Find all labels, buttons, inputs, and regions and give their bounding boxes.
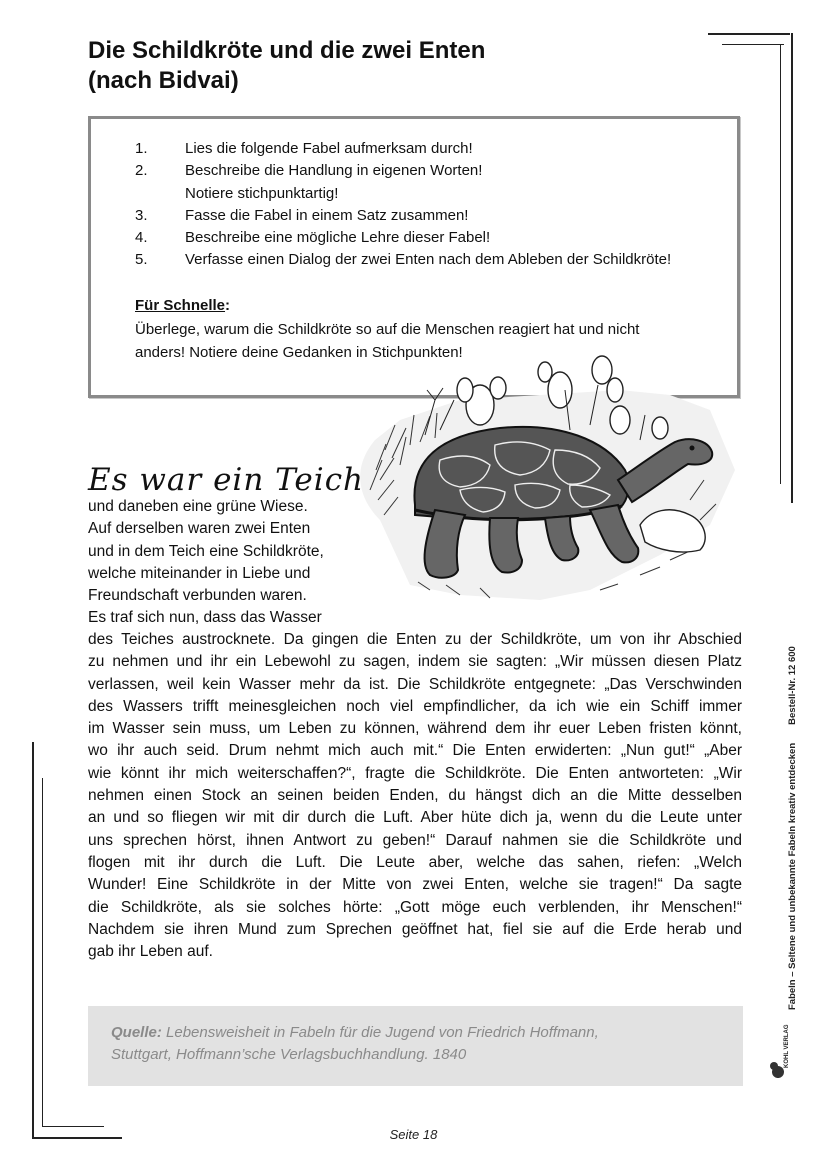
task-number: 3. [135,206,148,224]
task-item [135,227,735,249]
story-body [88,629,742,963]
story-line: Auf derselben waren zwei Enten [88,520,311,538]
task-text: Fasse die Fabel in einem Satz zusammen! [185,206,469,224]
story-line: wo ihr auch seid. Drum nehmt mich auch mit.“ Die Enten erwiderten: „Nun gut!“ „Aber [88,742,742,760]
frame-line-top-right-h1 [708,33,790,35]
story-line: Es traf sich nun, dass das Wasser [88,609,322,627]
story-line: und in dem Teich eine Schildkröte, [88,542,324,560]
order-number: Bestell-Nr. 12 600 [787,646,798,725]
story-line: des Wassers trifft meinesgleichen noch viel empfindlicher, da ich wie ein Schiff immer [88,697,742,715]
story-line: Wunder! Eine Schildkröte in der Mitte von zwei Enten, welche sie tragen!“ Da sagte [88,876,742,894]
page-number: Seite 18 [389,1127,438,1142]
task-number: 4. [135,229,148,247]
task-text: Beschreibe die Handlung in eigenen Worten! [185,162,483,180]
story-headline: Es war ein Teich [88,462,365,498]
source-line-1 [111,1022,731,1044]
series-sidebar [787,646,798,1010]
series-title: Fabeln – Seltene und unbekannte Fabeln kreativ entdecken [787,742,798,1010]
task-item [135,183,735,205]
bonus-task-heading [135,294,735,318]
task-item [135,205,735,227]
task-text: Lies die folgende Fabel aufmerksam durch! [185,140,473,157]
task-item [135,138,735,160]
task-number: 2. [135,162,148,180]
task-number: 5. [135,251,148,269]
story-line: zu nehmen und ihr ein Lebewohl zu sagen, indem sie sagten: „Wir müssen diesen Platz [88,653,742,671]
task-list [135,138,735,272]
source-text-1: Lebensweisheit in Fabeln für die Jugend von Friedrich Hoffmann, [166,1024,599,1041]
story-line: verlassen, weil kein Wasser mehr da ist. Die Schildkröte entgegnete: „Das Verschwinden [88,675,742,693]
bonus-task-line-1: Überlege, warum die Schildkröte so auf die Menschen reagiert hat und nicht [135,320,640,338]
story-line: Nachdem sie ihren Mund zum Sprechen geöffnet hat, fiel sie auf die Erde herab und [88,920,742,938]
story-line: flogen mit ihr durch die Luft. Die Leute aber, welche das sahen, riefen: „Welch [88,853,742,871]
story-line: und daneben eine grüne Wiese. [88,498,308,515]
story-line: nehmen einen Stock an seinen beiden Enden, du hängst dich an die Mitte desselben [88,787,742,805]
story-line: welche miteinander in Liebe und [88,564,311,582]
task-text: Beschreibe eine mögliche Lehre dieser Fabel! [185,229,491,247]
publisher-logo [770,1010,792,1080]
source-citation [111,1022,731,1066]
publisher-name: KOHL VERLAG [784,1024,790,1068]
task-text: Verfasse einen Dialog der zwei Enten nach dem Ableben der Schildkröte! [185,251,672,269]
frame-line-bottom-left-v2 [42,778,43,1126]
story-line: im Wasser sein muss, um Leben zu können, während dem ihr euer Leben fristen könnt, [88,720,742,738]
page-title-line-1: Die Schildkröte und die zwei Enten [88,37,486,64]
story-line: uns sprechen hörst, ihnen Antwort zu geben!“ Darauf nahmen sie die Schildkröte und [88,831,742,849]
task-item [135,249,735,271]
story-line: wie könnt ihr mich weiterschaffen?“, fragte die Schildkröte. Die Enten antworteten: „Wir [88,764,742,782]
tortoise-illustration [340,350,740,610]
page-title-line-2: (nach Bidvai) [88,67,239,94]
source-label: Quelle: [111,1024,162,1041]
story-line: die Schildkröte, als sie solches hörte: „Gott möge euch verblenden, ihr Menschen!“ [88,898,742,916]
frame-line-top-right-v1 [791,33,793,503]
story-line: Freundschaft verbunden waren. [88,587,307,605]
frame-line-top-right-h2 [722,44,784,45]
task-item [135,160,735,182]
bonus-task-colon: : [225,297,231,314]
story-intro [88,496,324,630]
story-line: gab ihr Leben auf. [88,943,213,961]
task-text: Notiere stichpunktartig! [185,184,339,202]
source-line-2: Stuttgart, Hoffmann’sche Verlagsbuchhandlung. 1840 [111,1046,467,1063]
frame-line-top-right-v2 [780,44,781,484]
page-title [88,36,708,96]
frame-line-bottom-left-v1 [32,742,34,1138]
story-line: des Teiches austrocknete. Da gingen die Enten zu der Schildkröte, um von ihr Abschied [88,631,742,648]
bonus-task-line-2: anders! Notiere deine Gedanken in Stichpunkten! [135,344,463,361]
bonus-task-label: Für Schnelle [135,297,226,314]
story-line: an und so fliegen wir mit dir durch die Luft. Aber hüte dich ja, wenn du die Leute unter [88,809,742,827]
task-number: 1. [135,140,148,157]
